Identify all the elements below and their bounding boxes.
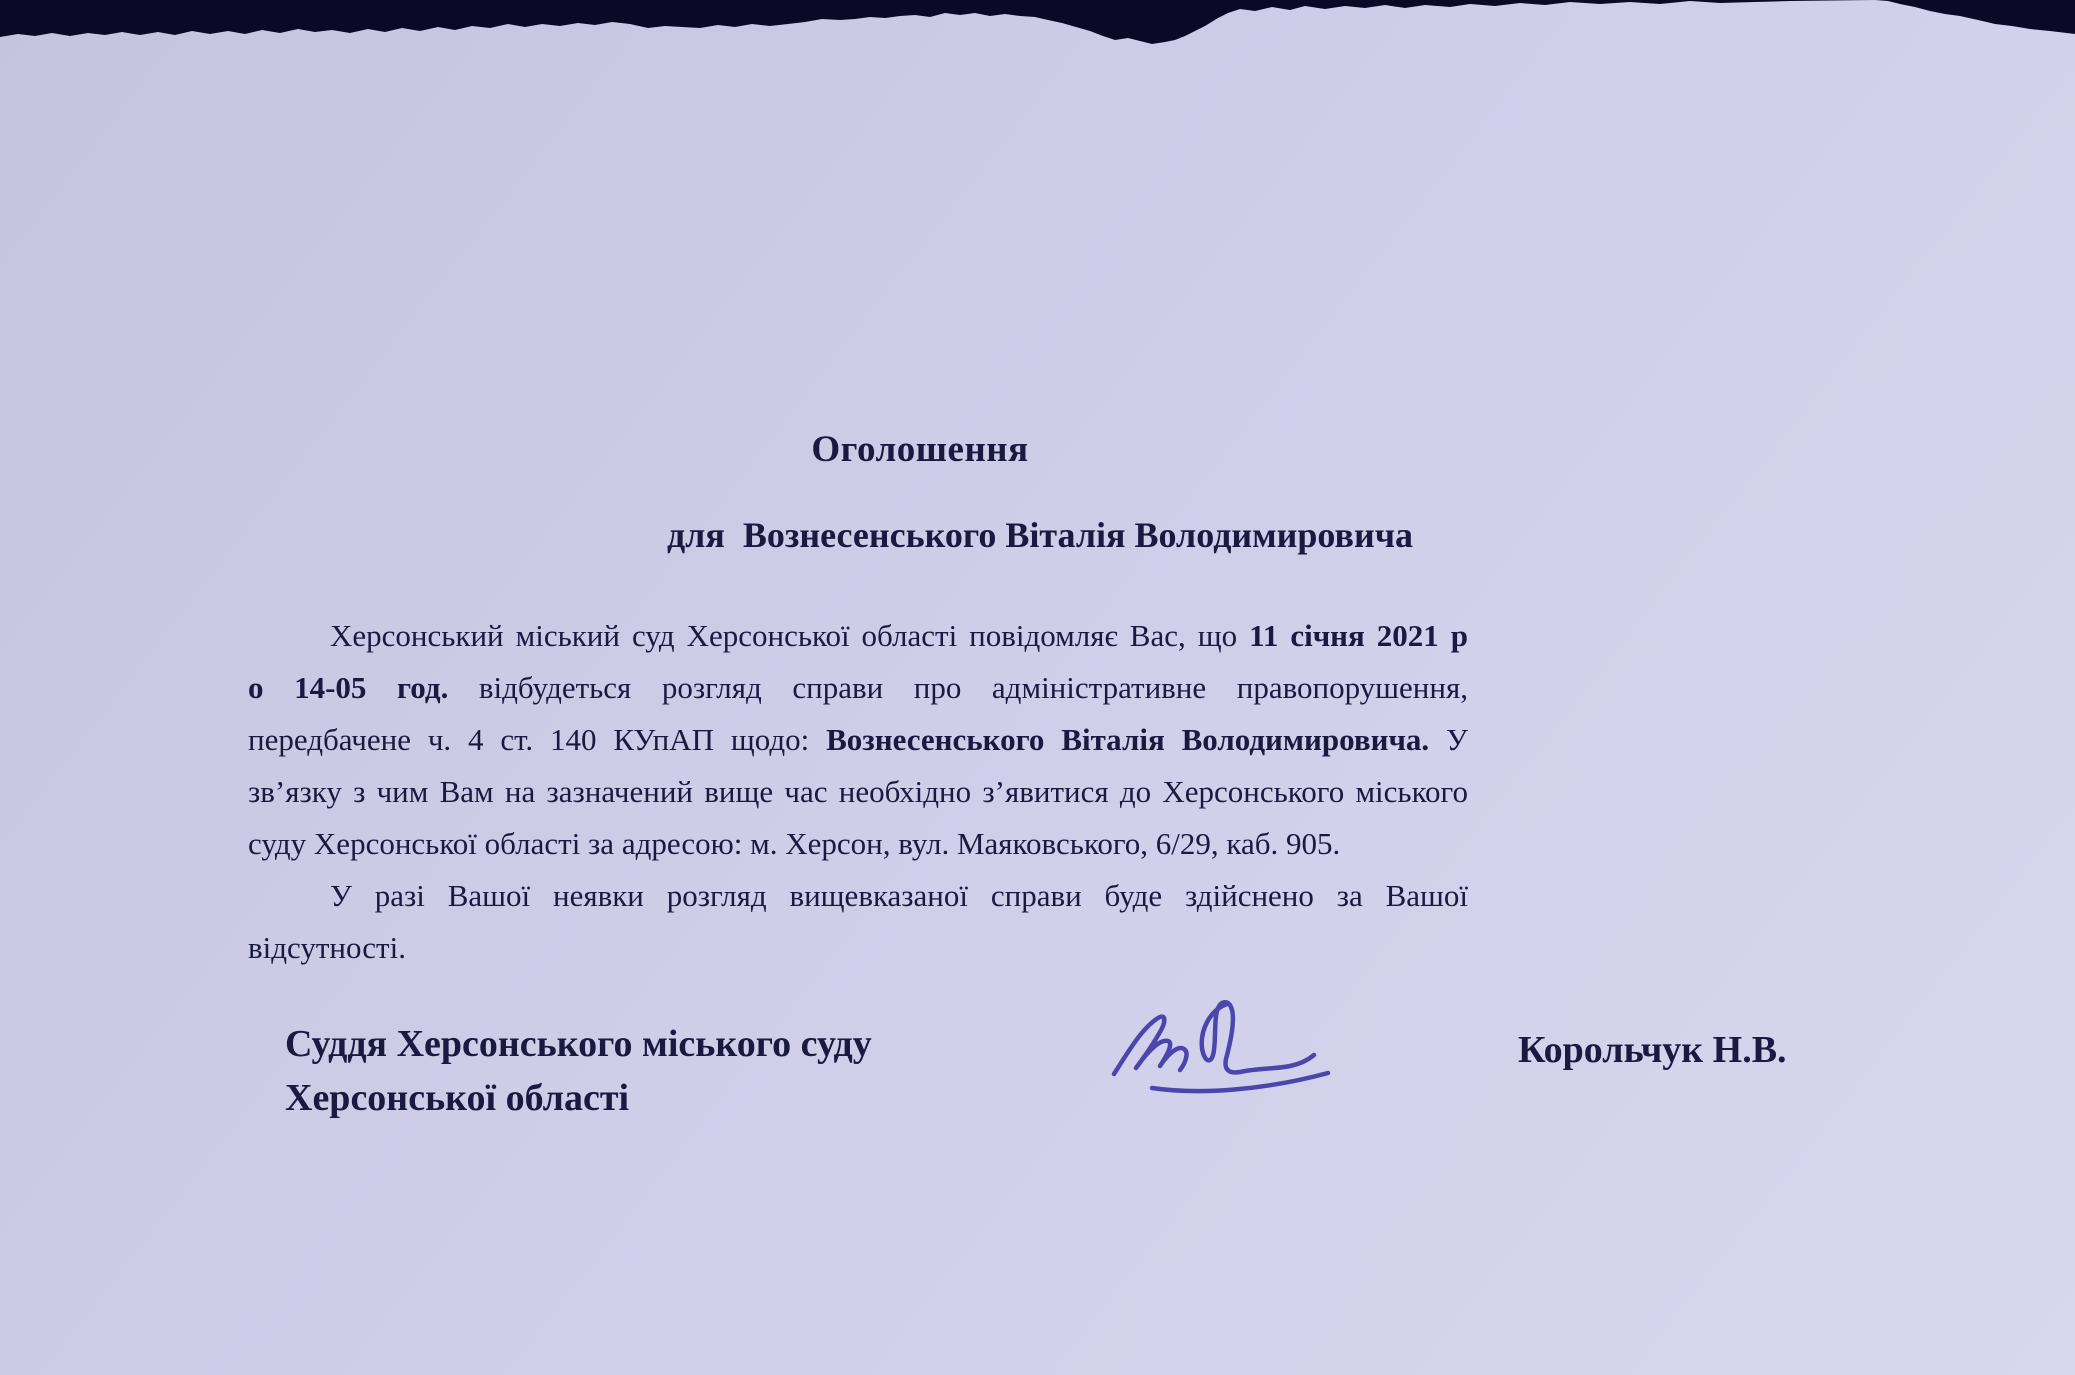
text-line: У разі Вашої неявки розгляд вищевказаної справи буде здійснено за Вашої [330, 878, 1468, 913]
text-line: суду Херсонської області за адресою: м. Херсон, вул. Маяковського, 6/29, каб. 905. [248, 826, 1341, 861]
torn-paper-edge [0, 0, 2075, 60]
text-line: передбачене ч. 4 ст. 140 КУпАП щодо: Вознесенського Віталія Володимировича. У [248, 722, 1469, 757]
text-line: Херсонський міський суд Херсонської області повідомляє Вас, що 11 січня 2021 р [330, 618, 1468, 653]
judge-title-line-1: Суддя Херсонського міського суду [285, 1023, 872, 1065]
handwritten-signature-icon [1100, 996, 1400, 1111]
text-line: відсутності. [248, 930, 406, 965]
text-line: зв’язку з чим Вам на зазначений вище час необхідно з’явитися до Херсонського міського [248, 774, 1468, 809]
document-body [248, 610, 1468, 974]
document-title: Оголошення [811, 429, 1029, 470]
addressee-line: для Вознесенського Віталія Володимировича [666, 515, 1414, 555]
signer-name: Корольчук Н.В. [1518, 1029, 1787, 1071]
text-line: о 14-05 год. відбудеться розгляд справи про адміністративне правопорушення, [248, 670, 1468, 705]
judge-title-line-2: Херсонської області [285, 1077, 630, 1119]
